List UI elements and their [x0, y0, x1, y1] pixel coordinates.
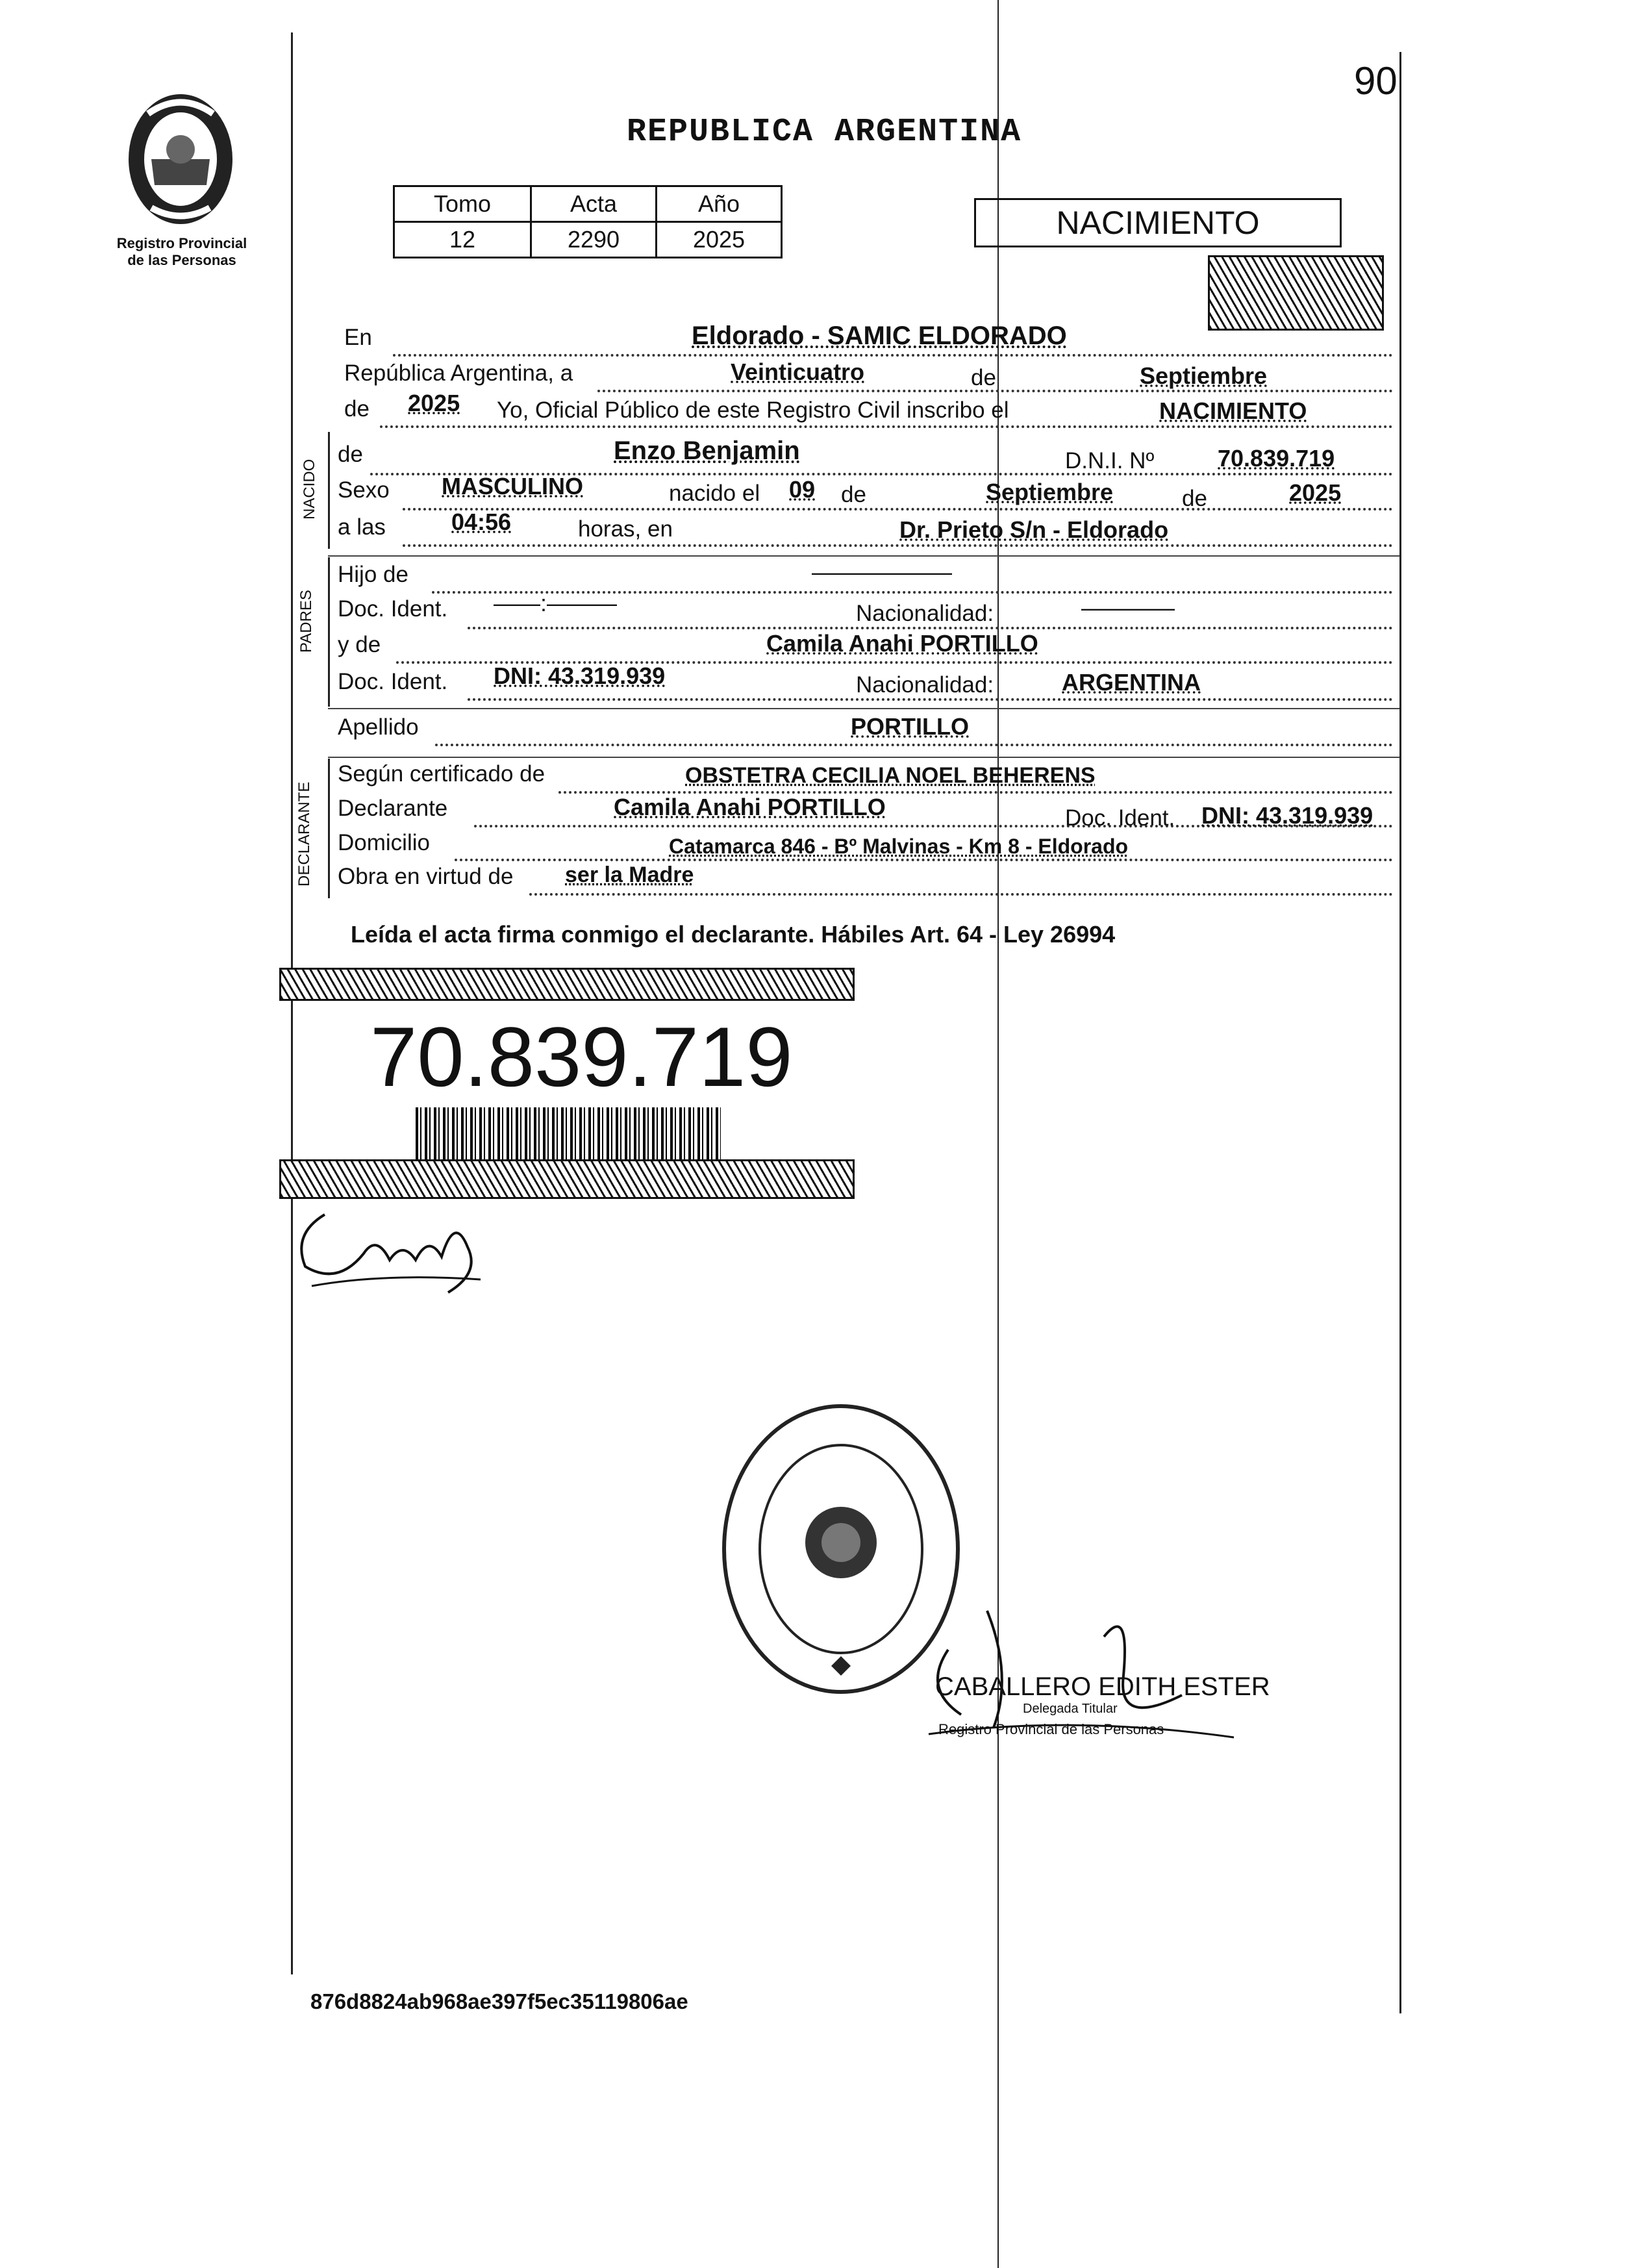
security-pattern: [1208, 255, 1384, 331]
dots: [468, 698, 1393, 701]
doc-ident-label: Doc. Ident.: [338, 596, 448, 622]
registry-caption-line2: de las Personas: [127, 252, 236, 268]
en-label: En: [344, 325, 372, 350]
record-table: [393, 185, 783, 258]
domicilio-value: Catamarca 846 - Bº Malvinas - Km 8 - Eldorado: [669, 835, 1129, 858]
horas-label: horas, en: [578, 516, 673, 542]
child-dni-value: 70.839.719: [1218, 445, 1335, 472]
year-value: 2025: [408, 390, 460, 416]
birth-month-value: Septiembre: [986, 479, 1114, 505]
declarante-value: Camila Anahi PORTILLO: [614, 794, 886, 820]
section-bar-declarante: [328, 759, 330, 898]
birth-place-value: Dr. Prieto S/n - Eldorado: [899, 516, 1169, 543]
dots: [468, 627, 1393, 629]
certificado-label: Según certificado de: [338, 761, 545, 787]
dots: [403, 544, 1393, 547]
table-cell-acta: 2290: [531, 222, 657, 258]
birth-time-value: 04:56: [451, 509, 512, 535]
document-type-box: NACIMIENTO: [974, 198, 1342, 247]
table-header-tomo: Tomo: [394, 186, 531, 222]
security-strip-top: [279, 968, 855, 1001]
month-value: Septiembre: [1140, 362, 1268, 389]
dots: [393, 354, 1393, 357]
section-bar-padres: [328, 557, 330, 707]
place-value: Eldorado - SAMIC ELDORADO: [692, 321, 1067, 350]
republica-label: República Argentina, a: [344, 360, 573, 386]
declarante-doc-label: Doc. Ident.: [1065, 805, 1175, 831]
closing-text: Leída el acta firma conmigo el declarante. Hábiles Art. 64 - Ley 26994: [351, 921, 1116, 948]
registry-caption-line1: Registro Provincial: [116, 235, 247, 251]
act-type-value: NACIMIENTO: [1159, 397, 1307, 424]
apellido-label: Apellido: [338, 714, 419, 740]
y-de-label: y de: [338, 632, 381, 657]
birth-day-value: 09: [789, 476, 816, 503]
security-strip-bottom: [279, 1159, 855, 1199]
de2-label: de: [344, 396, 370, 422]
registry-caption: [91, 235, 273, 269]
nacido-el-label: nacido el: [669, 481, 760, 506]
dots: [380, 425, 1393, 428]
nacido-de-label: de: [338, 442, 363, 467]
page-number: 90: [1354, 59, 1398, 103]
apellido-value: PORTILLO: [851, 713, 969, 740]
dni-label: D.N.I. Nº: [1065, 448, 1155, 473]
section-rule: [328, 708, 1399, 709]
right-margin-line: [1399, 52, 1401, 2013]
section-label-nacido: NACIDO: [301, 459, 318, 520]
domicilio-label: Domicilio: [338, 830, 430, 855]
father-nationality-value: ————: [1081, 594, 1175, 621]
table-cell-anio: 2025: [656, 222, 781, 258]
left-margin-line: [291, 32, 293, 1974]
table-header-acta: Acta: [531, 186, 657, 222]
day-words-value: Veinticuatro: [731, 359, 865, 385]
official-text: Yo, Oficial Público de este Registro Civil inscribo el: [497, 397, 1009, 423]
nacido-de-label-3: de: [1182, 486, 1207, 511]
child-name-value: Enzo Benjamin: [614, 436, 800, 465]
section-rule: [328, 555, 1399, 557]
dots: [403, 508, 1393, 510]
declarant-signature: [286, 1195, 500, 1299]
mother-doc-value: DNI: 43.319.939: [494, 662, 666, 689]
a-las-label: a las: [338, 514, 386, 540]
nacionalidad-label: Nacionalidad:: [856, 601, 994, 626]
section-bar-nacido: [328, 432, 330, 549]
de-label: de: [971, 365, 996, 390]
obra-label: Obra en virtud de: [338, 864, 514, 889]
document-hash: 876d8824ab968ae397f5ec35119806ae: [310, 1989, 688, 2013]
obra-value: ser la Madre: [565, 863, 694, 887]
certificado-value: OBSTETRA CECILIA NOEL BEHERENS: [685, 763, 1096, 788]
sexo-label: Sexo: [338, 477, 390, 503]
father-doc-value: ——:———: [494, 590, 618, 616]
mother-name-value: Camila Anahi PORTILLO: [766, 630, 1038, 657]
father-name-value: ——————: [812, 559, 952, 585]
table-header-anio: Año: [656, 186, 781, 222]
dni-big-number: 70.839.719: [370, 1009, 793, 1104]
stamp-registry: Registro Provincial de las Personas: [938, 1721, 1164, 1737]
birth-year-value: 2025: [1289, 479, 1342, 506]
sexo-value: MASCULINO: [442, 473, 583, 499]
mother-nationality-value: ARGENTINA: [1062, 669, 1201, 696]
table-cell-tomo: 12: [394, 222, 531, 258]
declarante-label: Declarante: [338, 796, 448, 821]
nacido-de-label-2: de: [841, 482, 866, 507]
dots: [435, 744, 1393, 746]
declarante-doc-value: DNI: 43.319.939: [1201, 802, 1373, 829]
dots: [455, 859, 1393, 861]
stamp-title: Delegada Titular: [1023, 1702, 1118, 1716]
dots: [529, 893, 1393, 896]
hijo-de-label: Hijo de: [338, 562, 408, 587]
registry-logo: [116, 88, 245, 231]
section-rule: [328, 757, 1399, 758]
nacionalidad-label-2: Nacionalidad:: [856, 672, 994, 698]
doc-ident-label-2: Doc. Ident.: [338, 669, 448, 694]
section-label-declarante: DECLARANTE: [295, 781, 313, 887]
section-label-padres: PADRES: [297, 590, 315, 653]
page-title: REPUBLICA ARGENTINA: [627, 114, 1022, 151]
stamp-name: CABALLERO EDITH ESTER: [935, 1672, 1270, 1701]
